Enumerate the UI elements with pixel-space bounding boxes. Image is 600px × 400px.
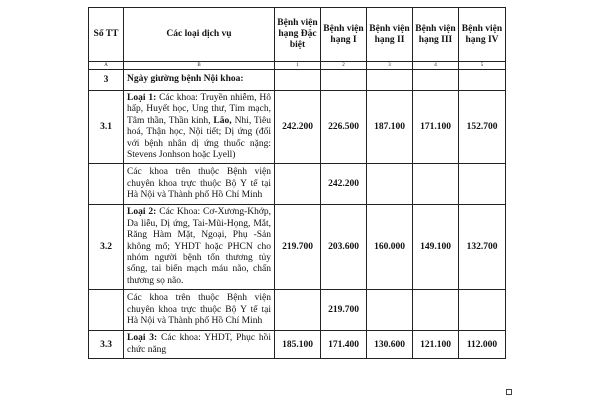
price-class2: 130.600 (367, 331, 413, 359)
column-letter: 3 (367, 62, 413, 70)
row-stt: 3.3 (89, 331, 124, 359)
header-class3: Bệnh viện hạng III (413, 8, 459, 62)
price-class2: 187.100 (367, 91, 413, 164)
header-stt: Số TT (89, 8, 124, 62)
header-services: Các loại dịch vụ (124, 8, 275, 62)
column-letter: 5 (459, 62, 506, 70)
row-description (124, 91, 275, 164)
row-stt: 3.1 (89, 91, 124, 164)
price-class3: 121.100 (413, 331, 459, 359)
column-letter: A (89, 62, 124, 70)
price-special: 185.100 (275, 331, 321, 359)
row-label: Loại 1: (127, 93, 157, 103)
row-text-part-a: Các khoa: Truyền nhiễm, Hô hấp, Huyết học, Ung thư, Tim mạch, Tâm thần, Thần kinh, (127, 93, 271, 126)
header-special: Bệnh viện hạng Đặc biệt (275, 8, 321, 62)
price-class2: 160.000 (367, 205, 413, 290)
section-title: Ngày giường bệnh Nội khoa: (124, 70, 275, 91)
fee-table (88, 7, 506, 359)
column-letter: B (124, 62, 275, 70)
price-special: 242.200 (275, 91, 321, 164)
section-row (89, 70, 506, 91)
row-text-part-b: Nhi, Tiêu hoá, Thận học, Nội tiết; Dị ứng (đối với bệnh nhân dị ứng thuốc nặng: Stevens Jonhson hoặc Lyell) (127, 115, 272, 161)
row-stt: 3.2 (89, 205, 124, 290)
section-stt: 3 (89, 70, 124, 91)
price-class1: 226.500 (321, 91, 367, 164)
header-class2: Bệnh viện hạng II (367, 8, 413, 62)
table-row (89, 91, 506, 164)
price-class1: 171.400 (321, 331, 367, 359)
row-label: Loại 2: (127, 207, 157, 218)
row-description (124, 205, 275, 290)
table-row (89, 331, 506, 359)
column-letter-row (89, 62, 506, 70)
price-class3: 171.100 (413, 91, 459, 164)
column-letter: 4 (413, 62, 459, 70)
table-row (89, 164, 506, 205)
row-label: Loại 3: (127, 333, 158, 344)
row-text-bold: Lão, (213, 115, 232, 126)
price-class4: 112.000 (459, 331, 506, 359)
header-class4: Bệnh viện hạng IV (459, 8, 506, 62)
table-resize-handle[interactable] (506, 389, 512, 395)
row-description (124, 331, 275, 359)
price-special: 219.700 (275, 205, 321, 290)
row-description: Các khoa trên thuộc Bệnh viện chuyên khoa trực thuộc Bộ Y tế tại Hà Nội và Thành phố Hồ Chí Minh (124, 290, 275, 331)
price-class1: 219.700 (321, 290, 367, 331)
column-letter: 2 (321, 62, 367, 70)
header-row (89, 8, 506, 62)
price-class4: 152.700 (459, 91, 506, 164)
row-description: Các khoa trên thuộc Bệnh viện chuyên khoa trực thuộc Bộ Y tế tại Hà Nội và Thành phố Hồ Chí Minh (124, 164, 275, 205)
price-class4: 132.700 (459, 205, 506, 290)
header-class1: Bệnh viện hạng I (321, 8, 367, 62)
column-letter: 1 (275, 62, 321, 70)
price-class1: 203.600 (321, 205, 367, 290)
table-row (89, 205, 506, 290)
price-class3: 149.100 (413, 205, 459, 290)
row-text: Các khoa: YHDT, Phục hồi chức năng (127, 333, 272, 355)
table-row (89, 290, 506, 331)
row-text: Các Khoa: Cơ-Xương-Khớp, Da liễu, Dị ứng, Tai-Mũi-Họng, Mắt, Răng Hàm Mặt, Ngoại, Phụ -Sản không mổ; YHDT hoặc PHCN cho nhóm người bệnh tổn thương tủy sống, tai biến mạch máu não, chấn thương sọ não. (127, 207, 272, 286)
price-class1: 242.200 (321, 164, 367, 205)
